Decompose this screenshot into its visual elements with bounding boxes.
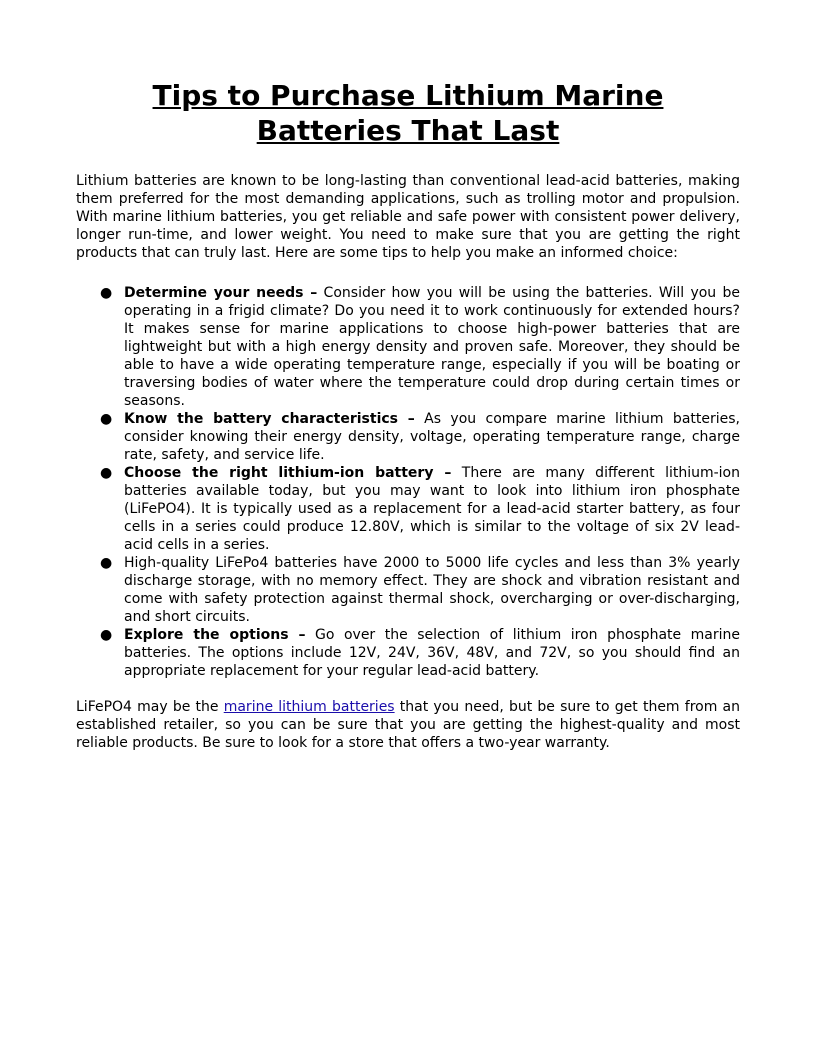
bullet-icon: ● [100,555,113,571]
bullet-icon: ● [100,627,113,643]
title-line-1: Tips to Purchase Lithium Marine [152,79,664,112]
closing-text-after: that you need, but be sure to get them from an established retailer, so you can be sure that you are getting the highest-quality and most reliable products. Be sure to look for a store that offers a two-year warranty. [76,699,740,751]
tip-lead: Choose the right lithium-ion battery – [124,465,452,481]
list-item [100,554,740,626]
list-item [100,410,740,464]
tip-text: There are many different lithium-ion batteries available today, but you may want to look into lithium iron phosphate (LiFePO4). It is typically used as a replacement for a lead-acid starter battery, as four cells in a series could produce 12.80V, which is similar to the voltage of six 2V lead-acid cells in a series. [124,465,740,553]
tip-text: High-quality LiFePo4 batteries have 2000 to 5000 life cycles and less than 3% yearly discharge storage, with no memory effect. They are shock and vibration resistant and come with safety protection against thermal shock, overcharging or over-discharging, and short circuits. [124,555,740,625]
tip-text: Go over the selection of lithium iron phosphate marine batteries. The options include 12V, 24V, 36V, 48V, and 72V, so you should find an appropriate replacement for your regular lead-acid battery. [124,627,740,679]
list-item [100,464,740,554]
tips-list [76,284,740,680]
tip-lead: Determine your needs – [124,285,318,301]
tip-lead: Know the battery characteristics – [124,411,415,427]
tip-text: As you compare marine lithium batteries, consider knowing their energy density, voltage, operating temperature range, charge rate, safety, and service life. [124,411,740,463]
tip-text: Consider how you will be using the batteries. Will you be operating in a frigid climate? Do you need it to work continuously for extended hours? It makes sense for marine applications to choose high-power batteries that are lightweight but with a high energy density and proven safe. Moreover, they should be able to have a wide operating temperature range, especially if you will be boating or traversing bodies of water where the temperature could drop during certain times or seasons. [124,285,740,409]
title-line-2: Batteries That Last [256,114,560,147]
closing-text-before: LiFePO4 may be the [76,699,224,715]
closing-paragraph [76,698,740,752]
marine-lithium-batteries-link[interactable]: marine lithium batteries [223,699,395,715]
intro-paragraph: Lithium batteries are known to be long-lasting than conventional lead-acid batteries, making them preferred for the most demanding applications, such as trolling motor and propulsion. With marine lithium batteries, you get reliable and safe power with consistent power delivery, longer run-time, and lower weight. You need to make sure that you are getting the right products that can truly last. Here are some tips to help you make an informed choice: [76,173,740,261]
bullet-icon: ● [100,411,113,427]
bullet-icon: ● [100,465,113,481]
list-item [100,284,740,410]
bullet-icon: ● [100,285,113,301]
page-title [76,78,740,148]
tip-lead: Explore the options – [124,627,306,643]
list-item [100,626,740,680]
